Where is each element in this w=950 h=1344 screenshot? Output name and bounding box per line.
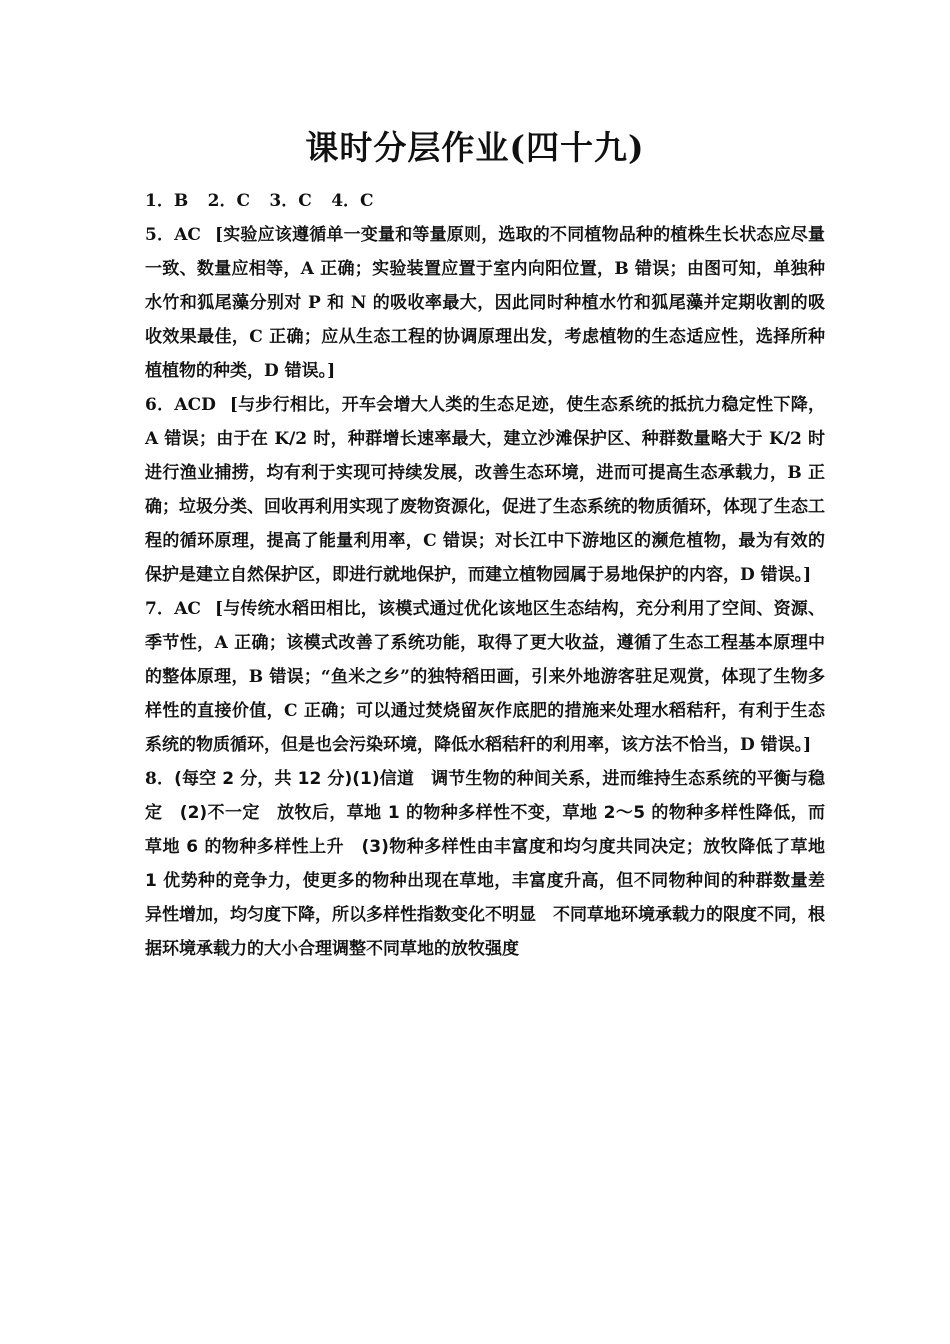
answer-5 [145,218,825,388]
answer-explanation: [与传统水稻田相比，该模式通过优化该地区生态结构，充分利用了空间、资源、季节性，A 正确；该模式改善了系统功能，取得了更大收益，遵循了生态工程基本原理中的整体原理，B 错误；“鱼米之乡”的独特稻田画，引来外地游客驻足观赏，体现了生物多样性的直接价值，C 正确；可以通过焚烧留灰作底肥的措施来处理水稻秸秆，有利于生态系统的物质循环，但是也会污染环境，降低水稻秸秆的利用率，该方法不恰当，D 错误。] [145,599,825,755]
answer-number: 2． [207,191,237,211]
answer-number: 3． [269,191,299,211]
answers-line-1-4 [145,184,825,218]
answer-6 [145,388,825,592]
answer-key: B [173,191,189,211]
answer-key: C [360,191,374,211]
page-title: 课时分层作业(四十九) [305,128,645,167]
answer-explanation: [与步行相比，开车会增大人类的生态足迹，使生态系统的抵抗力稳定性下降，A 错误；由于在 K/2 时，种群增长速率最大，建立沙滩保护区、种群数量略大于 K/2 时进行渔业捕捞，均有利于实现可持续发展，改善生态环境，进而可提高生态承载力，B 正确；垃圾分类、回收再利用实现了废物资源化，促进了生态系统的物质循环，体现了生态工程的循环原理，提高了能量利用率，C 错误；对长江中下游地区的濒危植物，最为有效的保护是建立自然保护区，即进行就地保护，而建立植物园属于易地保护的内容，D 错误。] [145,395,825,585]
answer-key: AC [174,599,201,619]
answer-8 [145,762,825,966]
answer-content [145,184,825,966]
answer-key: AC [174,225,201,245]
answer-number: 4． [331,191,361,211]
answer-7 [145,592,825,762]
answer-number: 5． [145,225,175,245]
answer-number: 7． [145,599,175,619]
answer-number: 1． [145,191,174,211]
answer-explanation: [实验应该遵循单一变量和等量原则，选取的不同植物品种的植株生长状态应尽量一致、数量应相等，A 正确；实验装置应置于室内向阳位置，B 错误；由图可知，单独种水竹和狐尾藻分别对 P 和 N 的吸收率最大，因此同时种植水竹和狐尾藻并定期收割的吸收效果最佳，C 正确；应从生态工程的协调原理出发，考虑植物的生态适应性，选择所种植植物的种类，D 错误。] [145,225,825,381]
answer-key: C [236,191,250,211]
answer-number: 8． [145,769,175,789]
answer-key: ACD [174,395,216,415]
answer-number: 6． [145,395,175,415]
answer-explanation: (每空 2 分，共 12 分)(1)信道 调节生物的种间关系，进而维持生态系统的平衡与稳定 (2)不一定 放牧后，草地 1 的物种多样性不变，草地 2～5 的物种多样性降低，而草地 6 的物种多样性上升 (3)物种多样性由丰富度和均匀度共同决定；放牧降低了草地 1 优势种的竞争力，使更多的物种出现在草地，丰富度升高，但不同物种间的种群数量差异性增加，均匀度下降，所以多样性指数变化不明显 不同草地环境承载力的限度不同，根据环境承载力的大小合理调整不同草地的放牧强度 [145,769,825,959]
answer-key: C [298,191,312,211]
